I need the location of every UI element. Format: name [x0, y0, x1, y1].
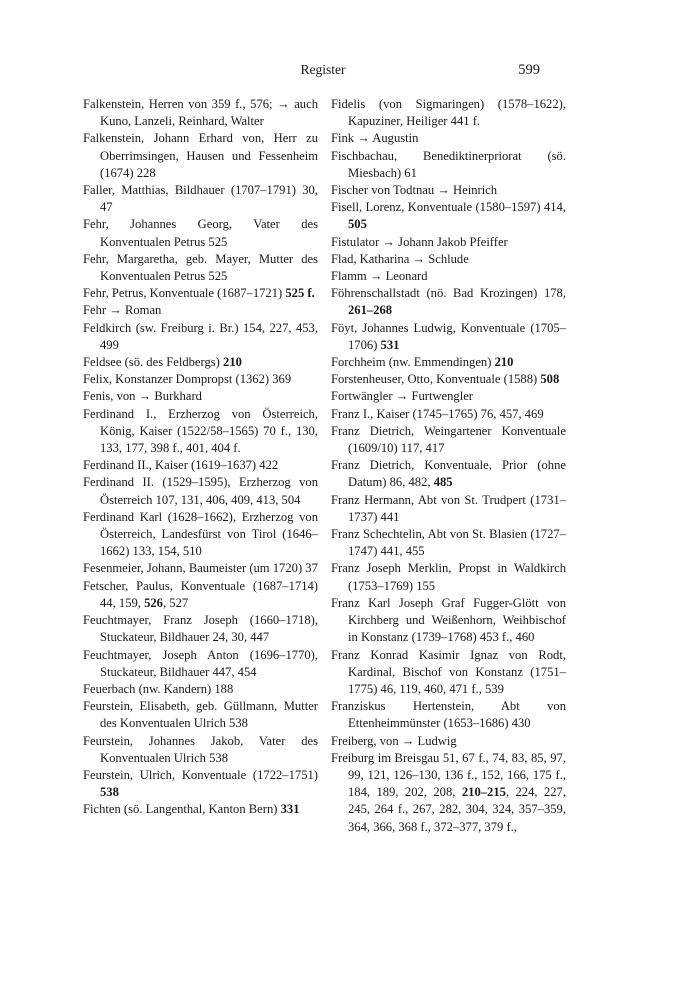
index-entry: Feldsee (sö. des Feldbergs) 210 — [83, 355, 242, 370]
index-entry: Fisell, Lorenz, Konventuale (1580–1597) 414, 505 — [331, 200, 566, 232]
index-entry: Föyt, Johannes Ludwig, Konventuale (1705–1706) 531 — [331, 320, 566, 352]
index-entry: Feldkirch (sw. Freiburg i. Br.) 154, 227, 453, 499 — [83, 320, 318, 352]
index-entry: Feuchtmayer, Joseph Anton (1696–1770), Stuckateur, Bildhauer 447, 454 — [83, 647, 318, 679]
index-entry: Fenis, von → Burkhard — [83, 389, 202, 404]
index-entry: Föhrenschallstadt (nö. Bad Krozingen) 178, 261–268 — [331, 286, 566, 318]
index-entry: Franz Joseph Merklin, Propst in Waldkirch (1753–1769) 155 — [331, 561, 566, 593]
index-entry: Fehr → Roman — [83, 303, 162, 318]
index-column-left — [83, 96, 318, 819]
index-entry: Fink → Augustin — [331, 131, 419, 146]
index-entry: Fehr, Margaretha, geb. Mayer, Mutter des Konventualen Petrus 525 — [83, 251, 318, 284]
index-entry: Franziskus Hertenstein, Abt von Ettenheimmünster (1653–1686) 430 — [331, 699, 566, 731]
index-entry: Franz Schechtelin, Abt von St. Blasien (1727–1747) 441, 455 — [331, 527, 566, 559]
index-entry: Fehr, Johannes Georg, Vater des Konventualen Petrus 525 — [83, 217, 318, 249]
index-entry: Forchheim (nw. Emmendingen) 210 — [331, 355, 514, 370]
index-entry: Faller, Matthias, Bildhauer (1707–1791) 30, 47 — [83, 183, 318, 215]
index-entry: Ferdinand II., Kaiser (1619–1637) 422 — [83, 458, 279, 473]
index-entry: Ferdinand Karl (1628–1662), Erzherzog von Österreich, Landesfürst von Tirol (1646–1662) 133, 154, 510 — [83, 509, 318, 559]
index-entry: Feurstein, Elisabeth, geb. Güllmann, Mutter des Konventualen Ulrich 538 — [83, 699, 318, 731]
index-entry: Franz Dietrich, Weingartener Konventuale (1609/10) 117, 417 — [331, 423, 566, 456]
index-entry: Forstenheuser, Otto, Konventuale (1588) 508 — [331, 372, 560, 387]
index-entry: Fischbachau, Benediktinerpriorat (sö. Miesbach) 61 — [331, 148, 566, 180]
index-entry: Franz Karl Joseph Graf Fugger-Glött von Kirchberg und Weißenhorn, Weihbischof in Konstanz (1739–1768) 453 f., 460 — [331, 595, 566, 645]
index-entry: Fortwängler → Furtwengler — [331, 389, 473, 404]
index-entry: Ferdinand II. (1529–1595), Erzherzog von Österreich 107, 131, 406, 409, 413, 504 — [83, 475, 318, 507]
page-number: 599 — [518, 62, 540, 78]
index-entry: Franz I., Kaiser (1745–1765) 76, 457, 469 — [331, 406, 544, 421]
index-entry: Felix, Konstanzer Dompropst (1362) 369 — [83, 372, 292, 387]
index-entry: Fichten (sö. Langenthal, Kanton Bern) 331 — [83, 802, 300, 817]
index-entry: Feuchtmayer, Franz Joseph (1660–1718), Stuckateur, Bildhauer 24, 30, 447 — [83, 613, 318, 645]
index-entry: Feuerbach (nw. Kandern) 188 — [83, 681, 234, 696]
index-entry: Fistulator → Johann Jakob Pfeiffer — [331, 234, 508, 249]
index-entry: Freiburg im Breisgau 51, 67 f., 74, 83, 85, 97, 99, 121, 126–130, 136 f., 152, 166, 175 f., 184, 189, 202, 208, 210–215, 224, 227, 245, 264 f., 267, 282, 304, 324, 357–359, 364, 366, 368 f., 372–377, 379 f., — [331, 750, 566, 834]
index-entry: Franz Dietrich, Konventuale, Prior (ohne Datum) 86, 482, 485 — [331, 458, 566, 490]
index-entry: Franz Hermann, Abt von St. Trudpert (1731–1737) 441 — [331, 492, 566, 524]
running-title: Register — [300, 62, 346, 77]
index-entry: Fehr, Petrus, Konventuale (1687–1721) 525 f. — [83, 286, 315, 301]
index-entry: Falkenstein, Johann Erhard von, Herr zu Oberrimsingen, Hausen und Fessenheim (1674) 228 — [83, 131, 318, 180]
index-entry: Fidelis (von Sigmaringen) (1578–1622), Kapuziner, Heiliger 441 f. — [331, 97, 566, 129]
index-entry: Fischer von Todtnau → Heinrich — [331, 183, 498, 198]
index-entry: Fetscher, Paulus, Konventuale (1687–1714) 44, 159, 526, 527 — [83, 578, 318, 610]
index-entry: Freiberg, von → Ludwig — [331, 733, 457, 748]
index-column-right — [331, 96, 566, 836]
index-entry: Feurstein, Ulrich, Konventuale (1722–1751) 538 — [83, 767, 318, 800]
index-entry: Flamm → Leonard — [331, 269, 428, 284]
index-entry: Fesenmeier, Johann, Baumeister (um 1720) 37 — [83, 561, 318, 576]
index-entry: Feurstein, Johannes Jakob, Vater des Konventualen Ulrich 538 — [83, 733, 318, 765]
index-entry: Falkenstein, Herren von 359 f., 576; → auch Kuno, Lanzeli, Reinhard, Walter — [83, 97, 318, 129]
index-entry: Ferdinand I., Erzherzog von Österreich, König, Kaiser (1522/58–1565) 70 f., 130, 133, 177, 398 f., 401, 404 f. — [83, 406, 318, 456]
index-entry: Flad, Katharina → Schlude — [331, 251, 469, 266]
index-entry: Franz Konrad Kasimir Ignaz von Rodt, Kardinal, Bischof von Konstanz (1751–1775) 46, 119, 460, 471 f., 539 — [331, 647, 566, 696]
running-head — [0, 62, 700, 82]
